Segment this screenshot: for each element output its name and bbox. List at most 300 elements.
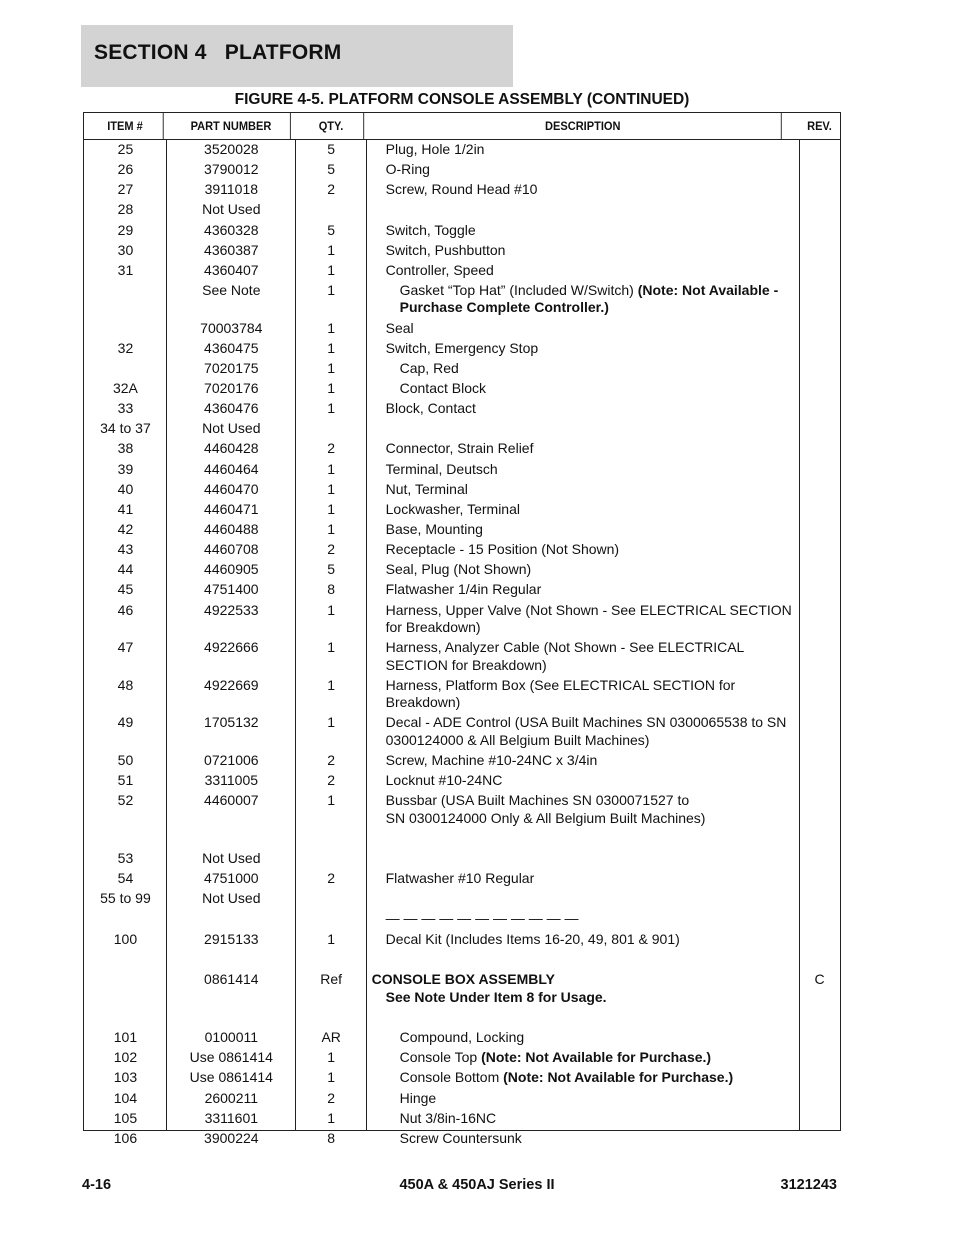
part-number: Use 0861414 xyxy=(189,1049,273,1065)
item-number xyxy=(84,360,167,381)
part-number: 3900224 xyxy=(204,1129,259,1146)
quantity xyxy=(296,910,367,931)
revision xyxy=(799,262,840,282)
description-text: Decal - ADE Control (USA Built Machines SN 0300065538 to SN 0300124000 & All Belgium Built Machines) xyxy=(385,714,787,748)
revision xyxy=(799,910,840,931)
description xyxy=(367,141,799,161)
part-number: 0861414 xyxy=(204,971,259,987)
revision xyxy=(799,1130,840,1150)
item-number: 25 xyxy=(117,141,134,157)
revision xyxy=(799,181,840,201)
description-note: (Note: Not Available - Purchase Complete Controller.) xyxy=(399,281,779,315)
part-number xyxy=(167,1009,296,1029)
quantity: 1 xyxy=(327,400,336,416)
table-row xyxy=(84,752,840,772)
quantity: 1 xyxy=(327,261,336,278)
description-text: Block, Contact xyxy=(385,400,476,416)
description xyxy=(367,951,799,971)
quantity: 1 xyxy=(327,500,336,517)
description xyxy=(367,501,799,521)
quantity: 1 xyxy=(327,241,336,258)
revision xyxy=(799,440,840,461)
revision xyxy=(799,639,840,677)
description xyxy=(367,181,799,201)
revision xyxy=(799,541,840,561)
table-row xyxy=(84,1009,840,1029)
revision xyxy=(799,1049,840,1069)
table-row xyxy=(84,161,840,181)
part-number: 4460471 xyxy=(204,500,259,517)
table-row xyxy=(84,440,840,461)
quantity: 1 xyxy=(327,930,336,947)
description xyxy=(367,602,799,640)
table-row xyxy=(84,639,840,677)
description xyxy=(367,971,799,1009)
part-number: 4922669 xyxy=(204,676,259,693)
description xyxy=(367,222,799,242)
part-number: 4460007 xyxy=(204,792,259,808)
revision xyxy=(799,581,840,602)
part-number: 7020175 xyxy=(204,359,259,376)
part-number: 4751400 xyxy=(204,581,259,597)
item-number: 27 xyxy=(117,181,134,197)
quantity: 2 xyxy=(327,771,336,788)
item-number: 44 xyxy=(117,561,134,577)
item-number: 52 xyxy=(117,792,134,808)
revision xyxy=(799,340,840,360)
description-note: (Note: Not Available for Purchase.) xyxy=(481,1049,712,1065)
part-number: 4360328 xyxy=(204,221,259,238)
table-row xyxy=(84,910,840,931)
item-number: 104 xyxy=(113,1089,138,1106)
table-row xyxy=(84,1029,840,1050)
table-row xyxy=(84,262,840,282)
revision xyxy=(799,1029,840,1050)
revision xyxy=(799,161,840,181)
description xyxy=(367,461,799,481)
revision xyxy=(799,282,840,320)
item-number: 50 xyxy=(117,751,134,768)
revision xyxy=(799,677,840,715)
description xyxy=(367,772,799,793)
table-row xyxy=(84,222,840,242)
description xyxy=(367,541,799,561)
item-number: 31 xyxy=(117,261,134,278)
part-number: Use 0861414 xyxy=(189,1069,273,1085)
table-row xyxy=(84,242,840,262)
item-number xyxy=(84,910,167,931)
column-divider xyxy=(366,140,367,1130)
item-number xyxy=(84,320,167,340)
description xyxy=(367,1049,799,1069)
description xyxy=(367,1029,799,1050)
assembly-note: See Note Under Item 8 for Usage. xyxy=(385,988,607,1005)
item-number xyxy=(84,951,167,971)
quantity: 5 xyxy=(327,561,336,577)
table-row xyxy=(84,141,840,161)
parts-table xyxy=(83,112,841,1146)
item-number: 32A xyxy=(112,380,138,396)
column-divider xyxy=(166,140,167,1130)
quantity: AR xyxy=(321,1028,341,1045)
quantity xyxy=(296,951,367,971)
description xyxy=(367,340,799,360)
table-row xyxy=(84,461,840,481)
part-number: 0721006 xyxy=(204,751,259,768)
table-row xyxy=(84,181,840,201)
quantity: 1 xyxy=(327,1069,336,1085)
quantity: 1 xyxy=(327,339,336,356)
description-text: O-Ring xyxy=(385,161,430,177)
revision xyxy=(799,501,840,521)
table-row xyxy=(84,521,840,542)
table-row xyxy=(84,561,840,581)
revision xyxy=(799,1110,840,1130)
part-number: Not Used xyxy=(202,849,261,866)
description xyxy=(367,262,799,282)
quantity: 1 xyxy=(327,676,336,693)
table-row xyxy=(84,792,840,830)
table-row xyxy=(84,931,840,952)
quantity: 1 xyxy=(327,480,336,497)
description xyxy=(367,581,799,602)
quantity xyxy=(296,850,367,870)
quantity xyxy=(296,830,367,850)
revision xyxy=(799,201,840,222)
description-text: Console Bottom xyxy=(399,1069,504,1085)
description xyxy=(367,161,799,181)
part-number: 4460708 xyxy=(204,541,259,557)
description xyxy=(367,242,799,262)
column-divider xyxy=(295,140,296,1130)
description xyxy=(367,830,799,850)
part-number: 3911018 xyxy=(204,181,259,197)
description xyxy=(367,639,799,677)
part-number: 4460464 xyxy=(204,460,259,477)
quantity: 1 xyxy=(327,639,336,655)
description xyxy=(367,282,799,320)
description-text: Harness, Platform Box (See ELECTRICAL SECTION for Breakdown) xyxy=(385,676,736,710)
part-number: Not Used xyxy=(202,420,261,436)
description-text: Switch, Pushbutton xyxy=(385,241,506,258)
description-text: Seal, Plug (Not Shown) xyxy=(385,561,532,577)
part-number: 4360476 xyxy=(204,400,259,416)
quantity xyxy=(296,890,367,910)
part-number: 4360475 xyxy=(204,339,259,356)
revision xyxy=(799,931,840,952)
item-number: 43 xyxy=(117,541,134,557)
table-rows xyxy=(84,140,840,1150)
description xyxy=(367,910,799,931)
table-row xyxy=(84,714,840,752)
quantity: 2 xyxy=(327,1089,336,1106)
part-number: 4751000 xyxy=(204,869,259,886)
description-text: Flatwasher #10 Regular xyxy=(385,869,535,886)
revision xyxy=(799,400,840,420)
table-row xyxy=(84,400,840,420)
revision xyxy=(799,360,840,381)
quantity: 8 xyxy=(327,1129,336,1146)
description xyxy=(367,201,799,222)
header-qty: QTY. xyxy=(299,113,364,139)
revision xyxy=(799,602,840,640)
description-text: Locknut #10-24NC xyxy=(385,771,503,788)
description-text: Cap, Red xyxy=(399,359,459,376)
description-text: Nut, Terminal xyxy=(385,480,468,497)
table-row xyxy=(84,360,840,381)
part-number: 70003784 xyxy=(200,319,263,336)
footer-model: 450A & 450AJ Series II xyxy=(399,1177,555,1193)
description-text: Hinge xyxy=(399,1089,437,1106)
part-number: 4360407 xyxy=(204,261,259,278)
quantity: 2 xyxy=(327,541,336,557)
description xyxy=(367,360,799,381)
table-row xyxy=(84,850,840,870)
header-description: DESCRIPTION xyxy=(384,113,782,139)
description xyxy=(367,320,799,340)
part-number: 4460470 xyxy=(204,480,259,497)
description xyxy=(367,1009,799,1029)
revision xyxy=(799,141,840,161)
table-row xyxy=(84,870,840,891)
item-number: 100 xyxy=(113,930,138,947)
item-number: 42 xyxy=(117,520,134,537)
revision xyxy=(799,890,840,910)
description xyxy=(367,1130,799,1150)
quantity: 2 xyxy=(327,751,336,768)
quantity: 1 xyxy=(327,1049,336,1065)
revision xyxy=(799,772,840,793)
quantity: 8 xyxy=(327,581,336,597)
revision xyxy=(799,1090,840,1110)
quantity: 2 xyxy=(327,869,336,886)
item-number: 38 xyxy=(117,440,134,456)
description xyxy=(367,1110,799,1130)
item-number: 34 to 37 xyxy=(100,420,151,436)
revision xyxy=(799,1069,840,1090)
revision xyxy=(799,222,840,242)
description xyxy=(367,481,799,501)
description-text: Seal xyxy=(385,319,414,336)
revision xyxy=(799,870,840,891)
item-number: 46 xyxy=(117,601,134,618)
description xyxy=(367,420,799,440)
quantity: 1 xyxy=(327,380,336,396)
description xyxy=(367,440,799,461)
quantity: 1 xyxy=(327,460,336,477)
quantity: 1 xyxy=(327,319,336,336)
table-row xyxy=(84,1069,840,1090)
description xyxy=(367,752,799,772)
description-text: Terminal, Deutsch xyxy=(385,460,498,477)
revision xyxy=(799,830,840,850)
table-row xyxy=(84,971,840,1009)
description xyxy=(367,931,799,952)
item-number: 39 xyxy=(117,460,134,477)
item-number: 47 xyxy=(117,639,134,655)
quantity: 5 xyxy=(327,161,336,177)
table-row xyxy=(84,772,840,793)
item-number: 28 xyxy=(117,201,134,217)
description-text: Nut 3/8in-16NC xyxy=(399,1109,497,1126)
table-row xyxy=(84,1110,840,1130)
quantity: 5 xyxy=(327,141,336,157)
quantity: 1 xyxy=(327,1109,336,1126)
table-row xyxy=(84,602,840,640)
revision xyxy=(799,1009,840,1029)
item-number: 49 xyxy=(117,714,134,730)
quantity: 5 xyxy=(327,221,336,238)
item-number: 30 xyxy=(117,241,134,258)
quantity: 1 xyxy=(327,281,336,298)
item-number xyxy=(84,971,167,1009)
part-number: 3311601 xyxy=(204,1109,259,1126)
column-divider xyxy=(799,140,800,1130)
description xyxy=(367,677,799,715)
description-text: Connector, Strain Relief xyxy=(385,440,534,456)
description xyxy=(367,380,799,400)
description xyxy=(367,1090,799,1110)
description-text: Contact Block xyxy=(399,380,486,396)
description-text: Screw, Machine #10-24NC x 3/4in xyxy=(385,751,598,768)
item-number: 106 xyxy=(113,1129,138,1146)
table-row xyxy=(84,581,840,602)
item-number xyxy=(84,830,167,850)
part-number: 2915133 xyxy=(204,930,259,947)
quantity: 1 xyxy=(327,714,336,730)
section-title: SECTION 4 PLATFORM xyxy=(94,41,342,64)
part-number xyxy=(167,951,296,971)
revision xyxy=(799,752,840,772)
table-row xyxy=(84,1090,840,1110)
table-row xyxy=(84,541,840,561)
part-number: 7020176 xyxy=(204,380,259,396)
item-number: 103 xyxy=(113,1069,138,1085)
quantity: 1 xyxy=(327,601,336,618)
description-text: Gasket “Top Hat” (Included W/Switch) xyxy=(399,281,638,298)
revision xyxy=(799,420,840,440)
part-number: 4460488 xyxy=(204,520,259,537)
table-row xyxy=(84,201,840,222)
item-number: 45 xyxy=(117,581,134,597)
description xyxy=(367,400,799,420)
item-number: 55 to 99 xyxy=(100,890,151,906)
table-row xyxy=(84,380,840,400)
quantity xyxy=(296,1009,367,1029)
table-row xyxy=(84,1130,840,1150)
table-row xyxy=(84,420,840,440)
description-text: — — — — — — — — — — — xyxy=(385,910,579,926)
description-text: Flatwasher 1/4in Regular xyxy=(385,581,542,597)
item-number: 48 xyxy=(117,676,134,693)
description xyxy=(367,1069,799,1090)
item-number: 29 xyxy=(117,221,134,238)
description-text-line2: SN 0300124000 Only & All Belgium Built Machines) xyxy=(385,809,706,826)
quantity: 1 xyxy=(327,520,336,537)
item-number xyxy=(84,282,167,320)
revision: C xyxy=(814,971,825,987)
quantity: Ref xyxy=(320,971,343,987)
description-text: Compound, Locking xyxy=(399,1028,525,1045)
table-row xyxy=(84,320,840,340)
part-number xyxy=(167,830,296,850)
description xyxy=(367,521,799,542)
description-text: Lockwasher, Terminal xyxy=(385,500,520,517)
part-number: 3311005 xyxy=(204,771,259,788)
table-row xyxy=(84,1049,840,1069)
header-item: ITEM # xyxy=(87,113,163,139)
part-number: 1705132 xyxy=(204,714,259,730)
description-text: Plug, Hole 1/2in xyxy=(385,141,485,157)
header-rev: REV. xyxy=(807,119,832,133)
part-number: Not Used xyxy=(202,201,261,217)
figure-title: FIGURE 4-5. PLATFORM CONSOLE ASSEMBLY (CONTINUED) xyxy=(234,91,690,108)
description-text: Switch, Emergency Stop xyxy=(385,339,539,356)
footer-page-number: 4-16 xyxy=(82,1177,112,1193)
description-text: Decal Kit (Includes Items 16-20, 49, 801 & 901) xyxy=(385,930,680,947)
table-row xyxy=(84,830,840,850)
revision xyxy=(799,481,840,501)
table-body xyxy=(84,140,840,1146)
table-row xyxy=(84,282,840,320)
revision xyxy=(799,521,840,542)
description-text: Switch, Toggle xyxy=(385,221,476,238)
revision xyxy=(799,850,840,870)
quantity xyxy=(296,420,367,440)
table-row xyxy=(84,677,840,715)
revision xyxy=(799,461,840,481)
description-text: Base, Mounting xyxy=(385,520,483,537)
part-number: 4922533 xyxy=(204,601,259,618)
description-text: Receptacle - 15 Position (Not Shown) xyxy=(385,541,620,557)
part-number: See Note xyxy=(202,281,261,298)
table-header xyxy=(84,113,840,140)
description-text: Harness, Upper Valve (Not Shown - See ELECTRICAL SECTION for Breakdown) xyxy=(385,601,792,635)
item-number: 32 xyxy=(117,339,134,356)
table-row xyxy=(84,501,840,521)
revision xyxy=(799,714,840,752)
part-number: 4460905 xyxy=(204,561,259,577)
description-text: Controller, Speed xyxy=(385,261,494,278)
item-number: 105 xyxy=(113,1109,138,1126)
revision xyxy=(799,792,840,830)
description xyxy=(367,850,799,870)
part-number: 4922666 xyxy=(204,639,259,655)
item-number: 51 xyxy=(117,771,134,788)
description-text: Harness, Analyzer Cable (Not Shown - See ELECTRICAL SECTION for Breakdown) xyxy=(385,639,744,673)
quantity: 1 xyxy=(327,792,336,808)
part-number: 4360387 xyxy=(204,241,259,258)
item-number: 33 xyxy=(117,400,134,416)
description-text: Bussbar (USA Built Machines SN 0300071527 to xyxy=(385,792,690,808)
revision xyxy=(799,242,840,262)
item-number: 102 xyxy=(113,1049,138,1065)
description-text: Screw, Round Head #10 xyxy=(385,181,538,197)
part-number: 3790012 xyxy=(204,161,259,177)
description-text: Screw Countersunk xyxy=(399,1129,522,1146)
item-number: 41 xyxy=(117,500,134,517)
item-number: 40 xyxy=(117,480,134,497)
quantity: 2 xyxy=(327,181,336,197)
part-number: Not Used xyxy=(202,890,261,906)
table-row xyxy=(84,481,840,501)
quantity xyxy=(296,201,367,222)
revision xyxy=(799,951,840,971)
item-number: 53 xyxy=(117,849,134,866)
quantity: 1 xyxy=(327,359,336,376)
table-row xyxy=(84,951,840,971)
part-number: 3520028 xyxy=(204,141,259,157)
